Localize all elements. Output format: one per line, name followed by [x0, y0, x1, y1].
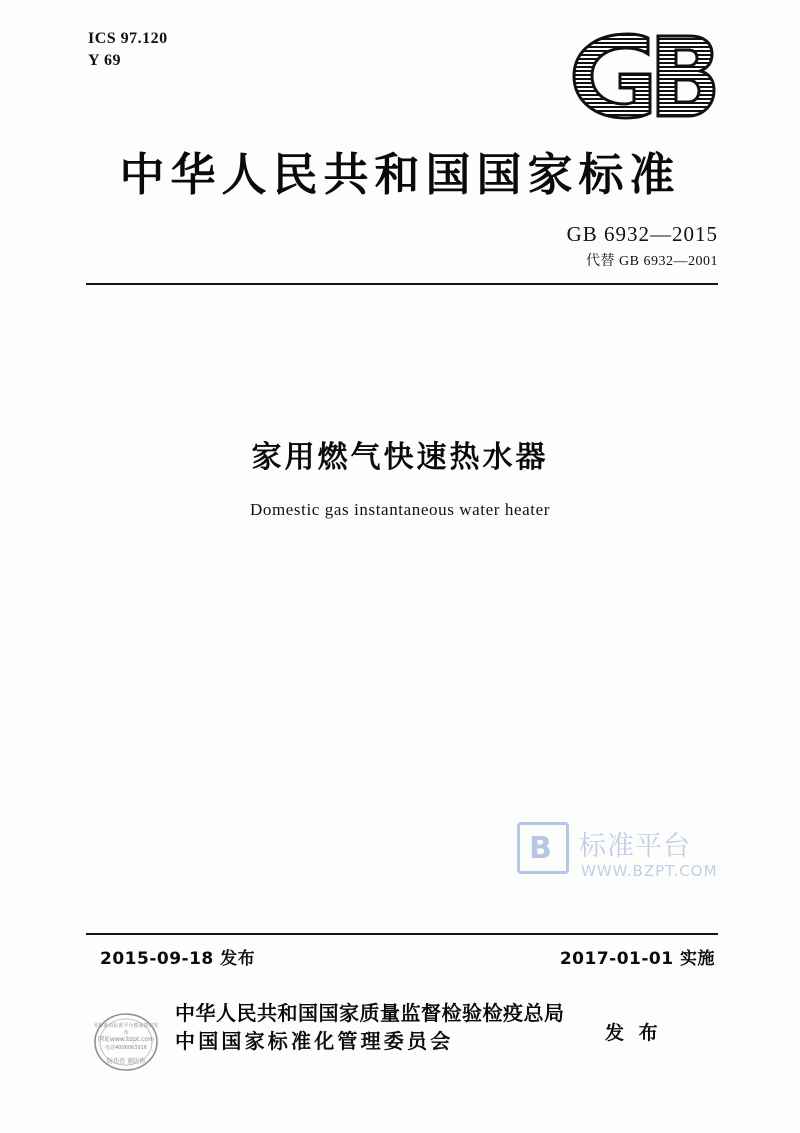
watermark — [517, 822, 767, 894]
classification-code: Y 69 — [88, 51, 121, 69]
standard-number: GB 6932—2015 — [566, 222, 718, 246]
stamp-line-2: 网址www.bzpt.com — [98, 1036, 154, 1043]
page-title: 中华人民共和国国家标准 — [119, 148, 681, 201]
divider-top — [86, 283, 718, 285]
watermark-badge-letter: B — [529, 831, 550, 866]
watermark-badge-icon — [517, 822, 569, 874]
authorization-stamp — [92, 1008, 160, 1076]
issue-verb: 发 布 — [605, 1022, 662, 1044]
stamp-line-1: 本标准由标准平台独家授权发布 — [93, 1023, 159, 1036]
watermark-url: WWW.BZPT.COM — [581, 862, 718, 880]
divider-bottom — [86, 933, 718, 935]
watermark-text: 标准平台 — [579, 831, 691, 862]
issuer-line-1: 中华人民共和国国家质量监督检验检疫总局 — [175, 1001, 565, 1025]
stamp-line-4: 防伪查 谨防伪 — [107, 1058, 145, 1065]
ics-block — [88, 28, 168, 71]
issue-date: 2015-09-18 发布 — [100, 949, 256, 969]
stamp-line-3: 电话4006063916 — [105, 1045, 147, 1051]
document-title-en: Domestic gas instantaneous water heater — [249, 500, 551, 519]
standard-number-block — [567, 222, 718, 270]
gb-logo-icon — [566, 30, 716, 122]
effective-date: 2017-01-01 实施 — [559, 949, 715, 969]
ics-code: ICS 97.120 — [88, 30, 168, 47]
issuer-block — [175, 999, 565, 1056]
standard-replaces: 代替 GB 6932—2001 — [586, 254, 718, 269]
document-title-cn: 家用燃气快速热水器 — [251, 440, 549, 475]
issuer-line-2: 中国国家标准化管理委员会 — [175, 1029, 454, 1054]
